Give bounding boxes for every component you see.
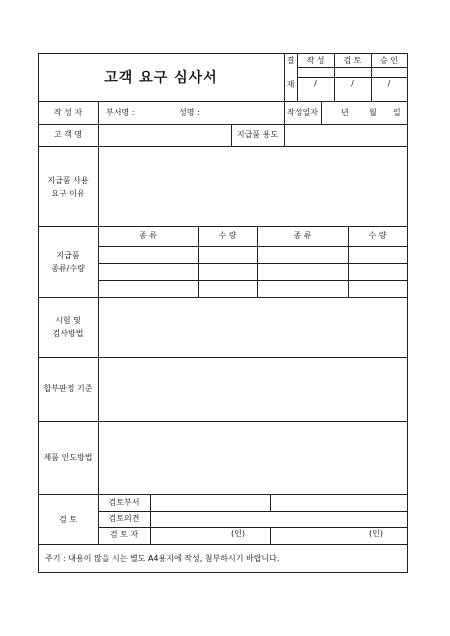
review-seal-1: (인) — [231, 529, 245, 538]
test-label-line2: 검사방법 — [52, 329, 84, 338]
row-line-test — [38, 357, 408, 358]
border-right — [407, 53, 408, 573]
row-line-author — [38, 124, 408, 125]
review-split-top — [270, 494, 271, 511]
supply-label-line1: 지급품 — [56, 251, 80, 260]
supply-grid-line-1 — [98, 246, 408, 247]
dept-label: 부서명 : — [106, 108, 135, 117]
supply-header-kind-1: 종 류 — [139, 231, 157, 240]
review-label-col-divider — [150, 494, 151, 544]
usage-label: 지급품 용도 — [236, 130, 279, 139]
review-grid-line-1 — [98, 511, 408, 512]
approval-role-approver: 승 인 — [380, 56, 398, 65]
date-month: 월 — [369, 108, 377, 117]
review-opinion-label: 검토의견 — [108, 514, 140, 523]
review-form — [38, 53, 408, 573]
row-line-reason — [38, 226, 408, 227]
footer-note: 주기 : 내용이 많을 시는 별도 A4용지에 작성, 첨부하시기 바랍니다. — [45, 554, 280, 563]
approval-side-label-1: 결 — [286, 56, 295, 65]
reviewer-label: 검 토 자 — [109, 530, 139, 539]
row-line-delivery — [38, 494, 408, 495]
approval-date-writer: / — [314, 79, 317, 88]
supply-header-qty-2: 수 량 — [368, 231, 387, 240]
page-title: 고객 요구 심사서 — [104, 70, 218, 86]
review-grid-line-2 — [98, 527, 408, 528]
approval-role-writer: 작 성 — [306, 56, 325, 65]
supply-grid-line-2 — [98, 263, 408, 264]
approval-header-line — [297, 67, 407, 68]
approval-side-label-2: 재 — [286, 80, 295, 89]
review-label: 검 토 — [59, 515, 77, 524]
review-dept-label: 검토부서 — [108, 498, 140, 507]
row-line-review — [38, 544, 408, 545]
criteria-label: 합부판정 기준 — [43, 384, 93, 393]
test-label-line1: 시험 및 — [55, 316, 81, 325]
reason-label-line2: 요구 이유 — [51, 189, 85, 198]
row-line-supply — [38, 297, 408, 298]
supply-grid-line-3 — [98, 280, 408, 281]
label-column-divider — [98, 101, 99, 544]
row-line-criteria — [38, 421, 408, 422]
row-line-header — [38, 101, 408, 102]
approval-role-reviewer: 검 토 — [343, 56, 362, 65]
date-day: 일 — [393, 108, 401, 117]
approval-sign-line — [297, 77, 407, 78]
border-top — [38, 53, 408, 54]
delivery-label: 제품 인도방법 — [43, 453, 93, 462]
reason-label-line1: 지급품 사용 — [47, 176, 89, 185]
author-date-divider-right — [321, 101, 322, 124]
review-seal-2: (인) — [369, 529, 383, 538]
approval-date-reviewer: / — [351, 79, 354, 88]
supply-header-qty-1: 수 량 — [218, 231, 237, 240]
name-label: 성명 : — [179, 108, 200, 117]
supply-header-kind-2: 종 류 — [293, 231, 312, 240]
supply-label-line2: 종류/수량 — [51, 264, 85, 273]
date-year: 년 — [341, 108, 349, 117]
customer-usage-divider-right — [284, 124, 285, 146]
date-label: 작성일자 — [287, 108, 318, 117]
border-bottom — [38, 572, 408, 573]
review-split-bottom — [270, 527, 271, 544]
row-line-customer — [38, 146, 408, 147]
customer-label: 고 객 명 — [53, 130, 83, 139]
approval-date-approver: / — [387, 79, 391, 88]
author-label: 작 성 자 — [53, 108, 83, 117]
